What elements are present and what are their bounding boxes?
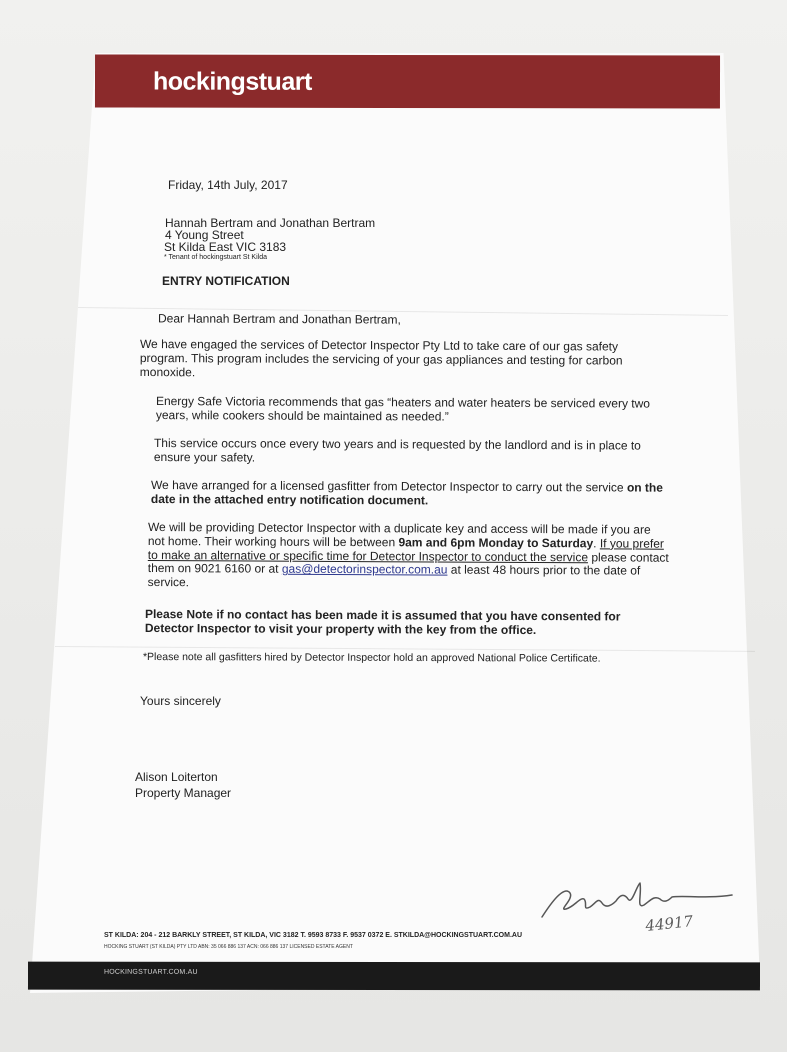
footer-banner (28, 962, 760, 991)
paragraph-please-note-text: Please Note if no contact has been made it is assumed that you have consented for Detector Inspector to visit your property with the key from the office. (144, 607, 621, 637)
paragraph-access-text-d: at least 48 hours prior to the date of service. (147, 562, 641, 590)
footer-address: ST KILDA: 204 - 212 BARKLY STREET, ST KILDA, VIC 3182 T. 9593 8733 F. 9537 0372 E. STKILDA@HOCKINGSTUART.COM.AU (104, 932, 523, 939)
letter-date: Friday, 14th July, 2017 (168, 178, 288, 192)
paragraph-access-text-c: please contact them on 9021 6160 or at (147, 549, 669, 577)
paragraph-esv (156, 395, 666, 425)
signatory-name: Alison Loiterton (135, 770, 218, 784)
closing-salutation: Yours sincerely (140, 694, 221, 708)
police-certificate-note: *Please note all gasfitters hired by Detector Inspector hold an approved National Police Certificate. (142, 651, 601, 665)
working-hours: 9am and 6pm Monday to Saturday (398, 535, 594, 551)
footer-legal: HOCKING STUART (ST KILDA) PTY LTD ABN: 35 066 886 137 ACN: 066 886 137 LICENSED ESTATE AGENT (104, 944, 353, 950)
handwritten-date: 44917 (644, 912, 694, 935)
paragraph-access-text-b: . (593, 536, 600, 551)
recipient-note: * Tenant of hockingstuart St Kilda (164, 254, 267, 261)
paragraph-program-text: We have engaged the services of Detector Inspector Pty Ltd to take care of our gas safety program. This program includes the servicing of your gas appliances and testing for carbon monoxide. (139, 337, 623, 379)
paragraph-arrangement-text: We have arranged for a licensed gasfitter from Detector Inspector to carry out the service (150, 478, 627, 495)
brand-logo: hockingstuart (152, 67, 312, 96)
paragraph-arrangement (151, 479, 669, 509)
letter-greeting: Dear Hannah Bertram and Jonathan Bertram, (157, 311, 401, 327)
paragraph-arrangement-bold: on the date in the attached entry notification document. (150, 480, 663, 508)
letterhead-banner (95, 54, 720, 108)
recipient-name: Hannah Bertram and Jonathan Bertram (165, 216, 376, 230)
signatory-title: Property Manager (135, 786, 232, 800)
paragraph-frequency (154, 437, 666, 467)
footer-website[interactable]: HOCKINGSTUART.COM.AU (104, 968, 198, 976)
email-link[interactable]: gas@detectorinspector.com.au (281, 562, 448, 577)
paragraph-please-note (145, 608, 670, 638)
paragraph-esv-text: Energy Safe Victoria recommends that gas “heaters and water heaters be serviced every two years, while cookers should be maintained as needed.” (155, 394, 651, 424)
recipient-street: 4 Young Street (165, 228, 244, 242)
paragraph-access-text-a: We will be providing Detector Inspector with a duplicate key and access will be made if you are not home. Their working hours will be between (147, 520, 651, 550)
recipient-suburb: St Kilda East VIC 3183 (164, 240, 287, 254)
paragraph-program (140, 338, 665, 382)
alternative-time-note: If you prefer to make an alternative or specific time for Detector Inspector to conduct the service (147, 536, 664, 564)
paragraph-frequency-text: This service occurs once every two years and is requested by the landlord and is in place to ensure your safety. (153, 436, 641, 465)
handwritten-signature (536, 875, 736, 935)
paragraph-access (148, 521, 670, 593)
letter-title: ENTRY NOTIFICATION (162, 274, 290, 288)
